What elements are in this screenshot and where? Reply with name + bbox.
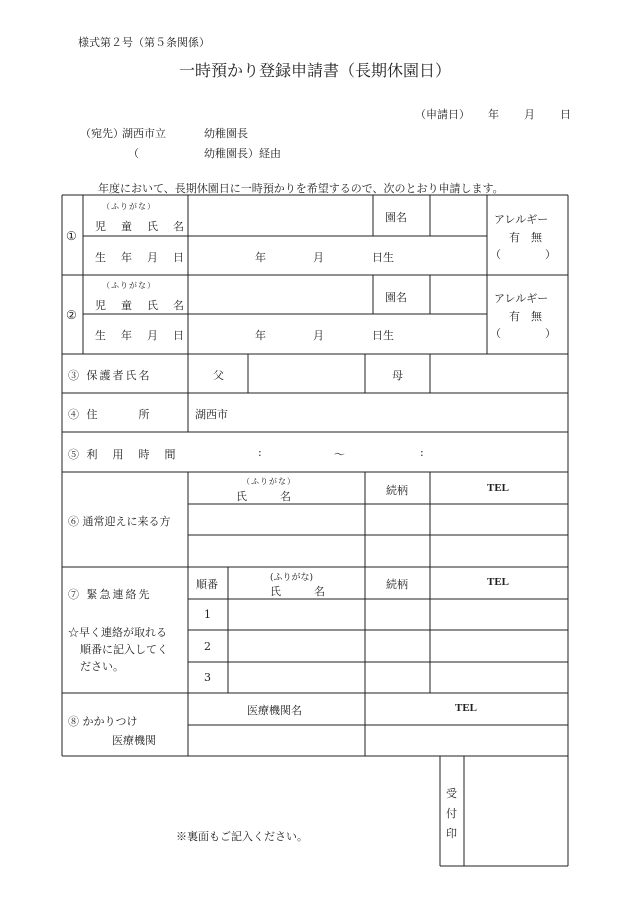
emergency-note-1: ☆早く連絡が取れる xyxy=(68,626,167,639)
pickup-name-header: 氏 名 xyxy=(236,490,291,503)
child1-birth-label: 生 年 月 日 xyxy=(95,251,186,264)
child1-furigana-label: （ふりがな） xyxy=(102,202,156,211)
child1-name-label: 児 童 氏 名 xyxy=(95,220,186,233)
address-label: ④ 住 所 xyxy=(68,408,152,421)
stamp-char-2: 付 xyxy=(446,807,457,820)
child2-allergy-label: アレルギー xyxy=(494,292,549,305)
emergency-label: ⑦ 緊急連絡先 xyxy=(68,588,152,601)
child2-birth-month: 月 xyxy=(313,329,324,342)
address-city: 湖西市 xyxy=(195,408,228,421)
date-year: 年 xyxy=(488,108,499,121)
via-director: 幼稚園長）経由 xyxy=(204,147,281,160)
child2-birth-day: 日生 xyxy=(372,329,394,342)
emergency-relation-header: 続柄 xyxy=(386,578,408,591)
child2-number: ② xyxy=(66,308,77,322)
date-label: （申請日） xyxy=(415,108,470,121)
child2-birth-year: 年 xyxy=(255,329,266,342)
child2-furigana-label: （ふりがな） xyxy=(102,281,156,290)
to-director: 幼稚園長 xyxy=(204,127,248,140)
time-colon-start: : xyxy=(258,446,262,459)
child2-name-label: 児 童 氏 名 xyxy=(95,299,186,312)
intro-text: 年度において、長期休園日に一時預かりを希望するので、次のとおり申請します。 xyxy=(98,182,504,195)
form-number: 様式第２号（第５条関係） xyxy=(78,36,210,49)
doctor-label-1: ⑧ かかりつけ xyxy=(68,715,138,728)
child1-number: ① xyxy=(66,229,77,243)
stamp-char-1: 受 xyxy=(446,787,457,800)
emergency-furigana-label: (ふりがな) xyxy=(270,573,314,583)
pickup-label: ⑥ 通常迎えに来る方 xyxy=(68,515,171,528)
child1-birth-day: 日生 xyxy=(372,251,394,264)
child1-school-label: 園名 xyxy=(385,211,407,224)
emergency-note-3: ださい。 xyxy=(80,660,124,673)
emergency-order-1: 1 xyxy=(204,608,211,621)
guardian-father-label: 父 xyxy=(213,369,224,382)
child1-birth-month: 月 xyxy=(313,251,324,264)
date-month: 月 xyxy=(524,108,535,121)
child1-birth-year: 年 xyxy=(255,251,266,264)
child2-allergy-paren: （ ） xyxy=(490,327,556,340)
pickup-tel-header: TEL xyxy=(487,482,510,494)
child1-allergy-yn: 有 無 xyxy=(509,231,542,244)
emergency-name-header: 氏 名 xyxy=(270,585,325,598)
emergency-note-2: 順番に記入してく xyxy=(80,643,168,656)
time-colon-end: : xyxy=(420,446,424,459)
footer-note: ※裏面もご記入ください。 xyxy=(176,830,308,843)
emergency-tel-header: TEL xyxy=(487,576,510,588)
doctor-label-2: 医療機関 xyxy=(112,734,156,747)
emergency-order-2: 2 xyxy=(204,640,211,653)
child2-school-label: 園名 xyxy=(385,291,407,304)
emergency-order-3: 3 xyxy=(204,671,211,684)
pickup-relation-header: 続柄 xyxy=(386,484,408,497)
pickup-furigana-label: （ふりがな） xyxy=(242,477,296,486)
doctor-institution-header: 医療機関名 xyxy=(247,704,302,717)
stamp-char-3: 印 xyxy=(446,827,457,840)
time-label: ⑤ 利 用 時 間 xyxy=(68,448,178,461)
child2-allergy-yn: 有 無 xyxy=(509,310,542,323)
to-city: 湖西市立 xyxy=(122,127,166,140)
date-day: 日 xyxy=(560,108,571,121)
child1-allergy-label: アレルギー xyxy=(494,213,549,226)
via-paren: （ xyxy=(128,147,139,160)
guardian-label: ③ 保護者氏名 xyxy=(68,369,152,382)
time-tilde: ～ xyxy=(334,448,345,461)
to-label: （宛先） xyxy=(80,127,124,140)
emergency-order-header: 順番 xyxy=(196,578,218,591)
doctor-tel-header: TEL xyxy=(455,702,478,714)
guardian-mother-label: 母 xyxy=(392,369,403,382)
child1-allergy-paren: （ ） xyxy=(490,248,556,261)
child2-birth-label: 生 年 月 日 xyxy=(95,329,186,342)
page-title: 一時預かり登録申請書（長期休園日） xyxy=(178,61,451,80)
